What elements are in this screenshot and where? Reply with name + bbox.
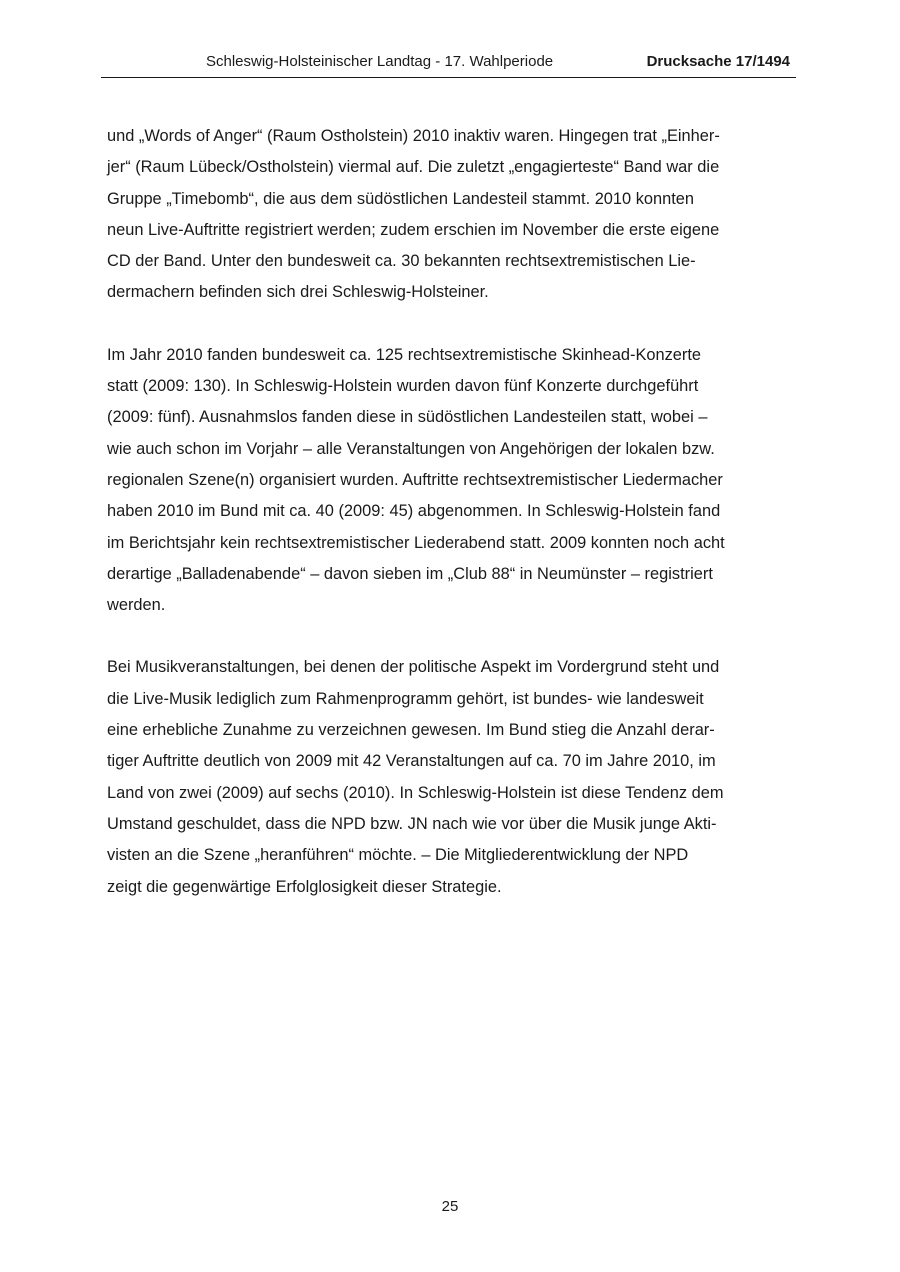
text-line: Im Jahr 2010 fanden bundesweit ca. 125 rechtsextremistische Skinhead-Konzerte <box>107 345 702 364</box>
document-number: Drucksache 17/1494 <box>646 53 790 70</box>
text-line: eine erhebliche Zunahme zu verzeichnen gewesen. Im Bund stieg die Anzahl derar- <box>107 721 715 740</box>
text-line: Umstand geschuldet, dass die NPD bzw. JN nach wie vor über die Musik junge Akti- <box>107 814 717 833</box>
text-line: Land von zwei (2009) auf sechs (2010). In Schleswig-Holstein ist diese Tendenz dem <box>107 783 724 802</box>
page-header <box>101 53 796 78</box>
text-line: zeigt die gegenwärtige Erfolglosigkeit dieser Strategie. <box>107 877 502 896</box>
paragraph <box>107 121 794 309</box>
body-text <box>107 121 794 934</box>
text-line: werden. <box>107 596 166 615</box>
text-line: neun Live-Auftritte registriert werden; zudem erschien im November die erste eigene <box>107 220 720 239</box>
page-number: 25 <box>441 1198 459 1215</box>
text-line: und „Words of Anger“ (Raum Ostholstein) 2010 inaktiv waren. Hingegen trat „Einher- <box>107 127 720 145</box>
text-line: dermachern befinden sich drei Schleswig-Holsteiner. <box>107 283 489 302</box>
text-line: Bei Musikveranstaltungen, bei denen der politische Aspekt im Vordergrund steht und <box>107 658 720 677</box>
text-line: (2009: fünf). Ausnahmslos fanden diese in südöstlichen Landesteilen statt, wobei – <box>107 408 708 427</box>
text-line: die Live-Musik lediglich zum Rahmenprogramm gehört, ist bundes- wie landesweit <box>107 689 704 708</box>
header-title: Schleswig-Holsteinischer Landtag - 17. Wahlperiode <box>206 53 554 70</box>
text-line: visten an die Szene „heranführen“ möchte. – Die Mitgliederentwicklung der NPD <box>107 846 689 865</box>
text-line: CD der Band. Unter den bundesweit ca. 30 bekannten rechtsextremistischen Lie- <box>107 252 696 271</box>
text-line: statt (2009: 130). In Schleswig-Holstein wurden davon fünf Konzerte durchgeführt <box>107 377 699 396</box>
text-line: regionalen Szene(n) organisiert wurden. Auftritte rechtsextremistischer Liedermacher <box>107 470 723 489</box>
text-line: haben 2010 im Bund mit ca. 40 (2009: 45) abgenommen. In Schleswig-Holstein fand <box>107 502 721 521</box>
text-line: tiger Auftritte deutlich von 2009 mit 42 Veranstaltungen auf ca. 70 im Jahre 2010, im <box>107 752 716 771</box>
text-line: im Berichtsjahr kein rechtsextremistischer Liederabend statt. 2009 konnten noch acht <box>107 533 725 552</box>
text-line: Gruppe „Timebomb“, die aus dem südöstlichen Landesteil stammt. 2010 konnten <box>107 189 695 208</box>
text-line: wie auch schon im Vorjahr – alle Veranstaltungen von Angehörigen der lokalen bzw. <box>107 439 715 458</box>
paragraph <box>107 340 794 622</box>
text-line: derartige „Balladenabende“ – davon sieben im „Club 88“ in Neumünster – registriert <box>107 564 713 583</box>
text-line: jer“ (Raum Lübeck/Ostholstein) viermal auf. Die zuletzt „engagierteste“ Band war die <box>107 158 720 177</box>
paragraph <box>107 652 794 902</box>
